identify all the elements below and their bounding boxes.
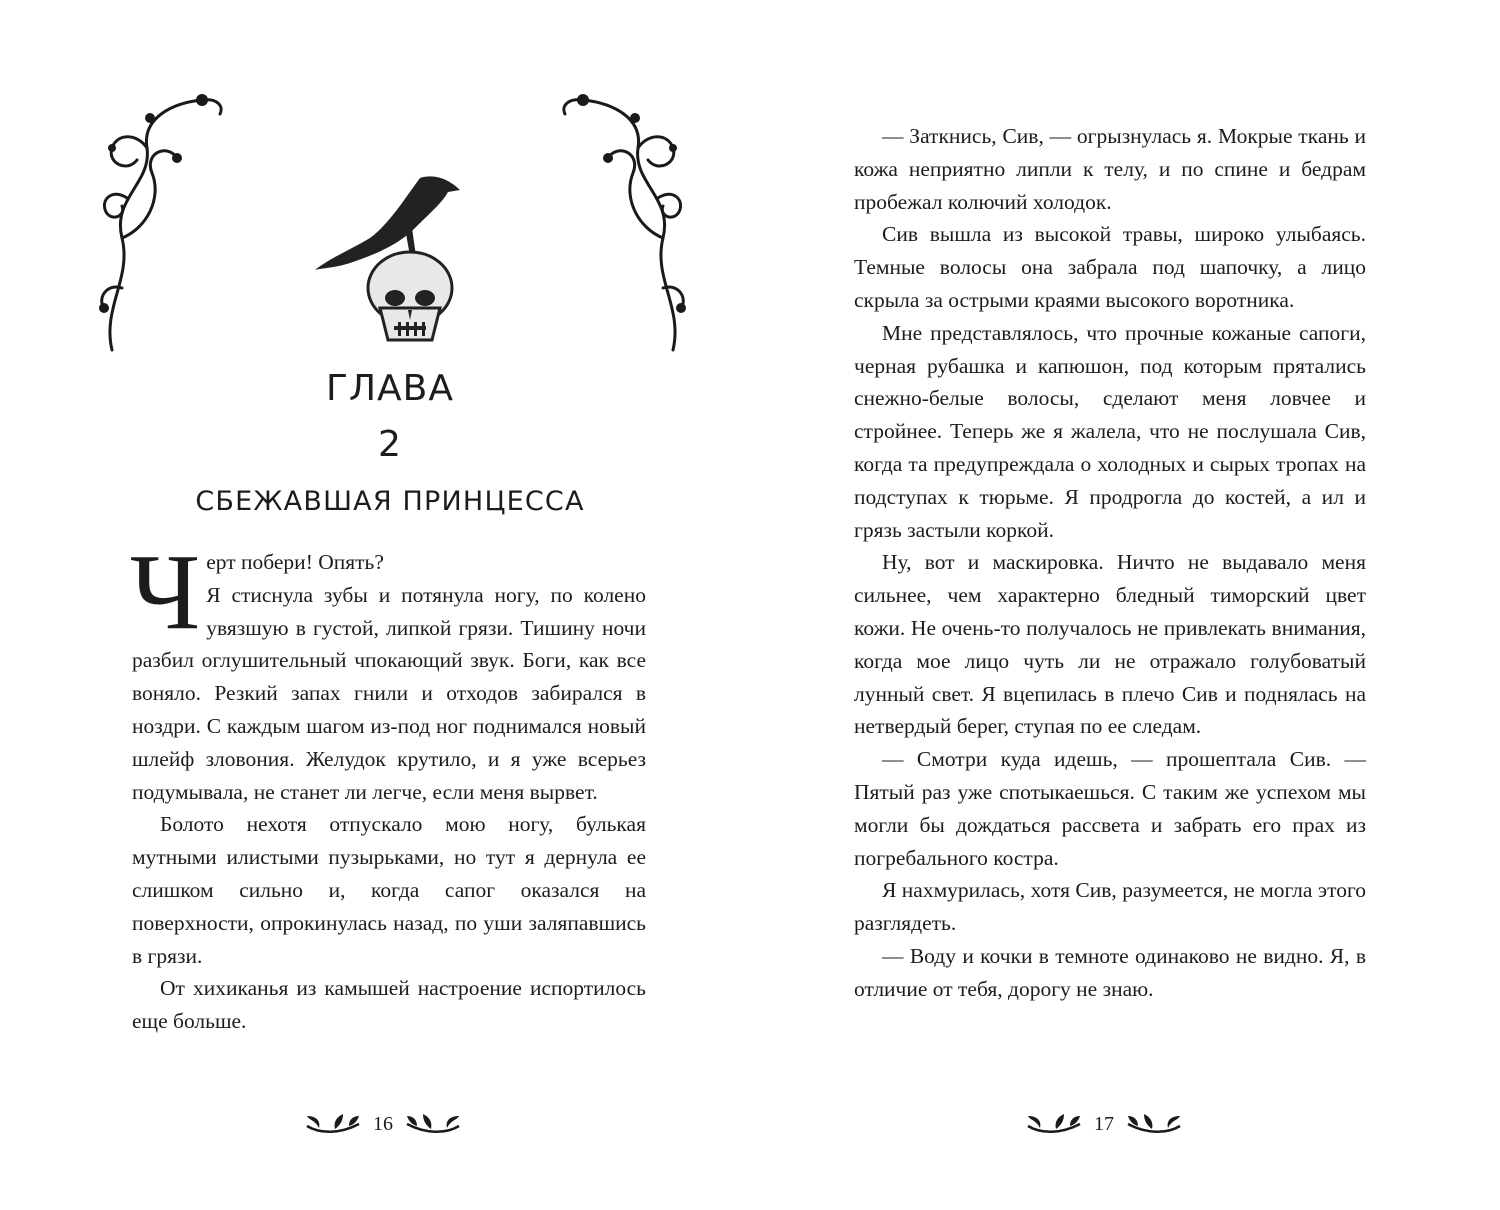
paragraph: — Воду и кочки в темноте одинаково не видно. Я, в отличие от тебя, дорогу не знаю.: [854, 943, 1366, 1001]
page-number: 16: [373, 1112, 393, 1135]
thorn-vine-ornament-right: [558, 88, 693, 358]
chapter-number: 2: [378, 424, 402, 465]
leaf-ornament-icon: [405, 1112, 461, 1136]
paragraph: Я нахмурилась, хотя Сив, разумеется, не могла этого разглядеть.: [854, 878, 1366, 936]
drop-cap: Ч: [130, 533, 201, 652]
raven-on-skull-icon: [310, 158, 470, 348]
paragraph: — Смотри куда идешь, — прошептала Сив. — Пятый раз уже спотыкаешься. С таким же успехом мы могли бы дождаться рассвета и забрать его прах из погребального костра.: [854, 747, 1366, 870]
leaf-ornament-icon: [1026, 1112, 1082, 1136]
paragraph: Черт побери! Опять?: [130, 533, 384, 652]
paragraph: Мне представлялось, что прочные кожаные сапоги, черная рубашка и капюшон, под которым прятались снежно-белые волосы, сделают меня ловчее и стройнее. Теперь же я жалела, что не послушала Сив, когда та предупреждала о холодных и сырых тропах на подступах к тюрьме. Я продрогла до костей, а ил и грязь застыли коркой.: [854, 320, 1366, 542]
paragraph: Сив вышла из высокой травы, широко улыбаясь. Темные волосы она забрала под шапочку, а лицо скрыла за острыми краями высокого воротника.: [854, 222, 1366, 312]
paragraph: От хихиканья из камышей настроение испортилось еще больше.: [132, 976, 646, 1034]
leaf-ornament-icon: [1126, 1112, 1182, 1136]
left-body-text: [130, 533, 646, 1038]
leaf-ornament-icon: [305, 1112, 361, 1136]
chapter-heading: ГЛАВА: [326, 368, 454, 409]
right-body-text: [854, 120, 1366, 1006]
paragraph: Я стиснула зубы и потянула ногу, по колено увязшую в густой, липкой грязи. Тишину ночи разбил оглушительный чпокающий звук. Боги, как все воняло. Резкий запах гнили и отходов забирался в ноздри. С каждым шагом из-под ног поднимался новый шлейф зловония. Желудок крутило, и я уже всерьез подумывала, не станет ли легче, если меня вырвет.: [132, 582, 646, 804]
paragraph: Болото нехотя отпускало мою ногу, булькая мутными илистыми пузырьками, но тут я дернула ее слишком сильно и, когда сапог оказался на поверхности, опрокинулась назад, по уши заляпавшись в грязи.: [132, 812, 646, 968]
thorn-vine-ornament-left: [92, 88, 227, 358]
page-footer: [305, 1108, 461, 1140]
page-number: 17: [1094, 1112, 1114, 1135]
chapter-title: СБЕЖАВШАЯ ПРИНЦЕССА: [195, 486, 585, 517]
right-page: [750, 0, 1500, 1210]
page-footer: [1026, 1108, 1182, 1140]
paragraph: Ну, вот и маскировка. Ничто не выдавало меня сильнее, чем характерно бледный тиморский цвет кожи. Не очень-то получалось не привлекать внимания, когда мое лицо чуть ли не отражало голубоватый лунный свет. Я вцепилась в плечо Сив и поднялась на нетвердый берег, ступая по ее следам.: [854, 550, 1366, 739]
paragraph: — Заткнись, Сив, — огрызнулась я. Мокрые ткань и кожа неприятно липли к телу, и по спине и бедрам пробежал колючий холодок.: [854, 124, 1366, 214]
